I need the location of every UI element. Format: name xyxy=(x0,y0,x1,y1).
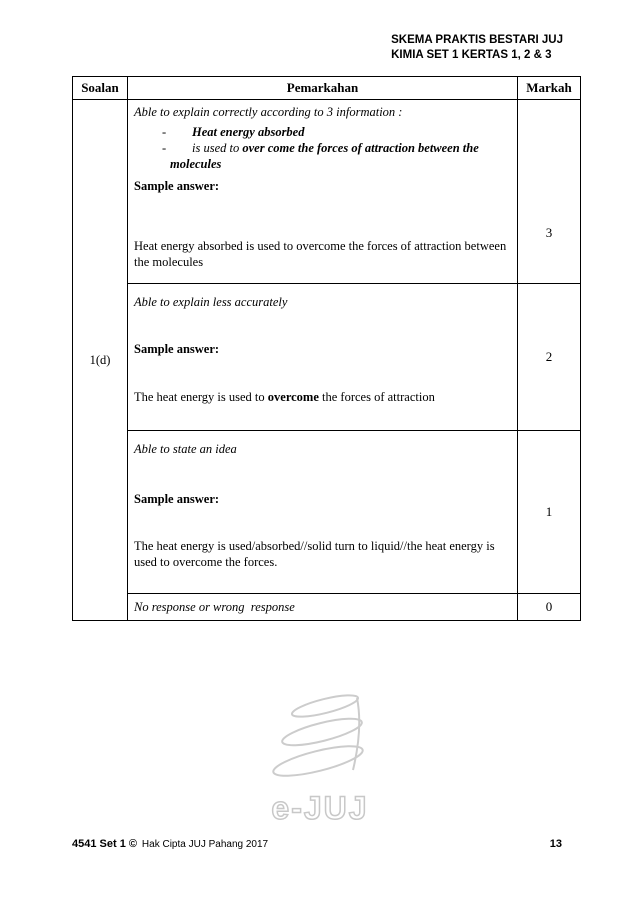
markah-value: 1 xyxy=(518,431,581,594)
footer-left xyxy=(72,838,268,850)
markah-value: 3 xyxy=(518,100,581,284)
criteria-cell xyxy=(128,100,518,284)
ejuj-watermark-text: e-JUJ xyxy=(271,790,369,826)
bullet-dash: - xyxy=(162,141,167,155)
criteria-text: Able to explain less accurately xyxy=(134,295,288,309)
bullet-text: Heat energy absorbed xyxy=(192,125,305,139)
page-number: 13 xyxy=(549,838,562,850)
sample-answer-label: Sample answer: xyxy=(134,342,220,356)
table-row xyxy=(73,284,581,431)
answer-segment-bold: overcome xyxy=(267,390,319,404)
sample-answer-label: Sample answer: xyxy=(134,179,220,193)
table-row xyxy=(73,431,581,594)
watermark xyxy=(245,686,395,836)
ejuj-logo-icon xyxy=(245,686,395,836)
marking-scheme-table xyxy=(72,76,581,621)
table-row xyxy=(73,100,581,284)
col-header-markah: Markah xyxy=(518,77,581,100)
col-header-soalan: Soalan xyxy=(73,77,128,100)
answer-text: The heat energy is used/absorbed//solid turn to liquid//the heat energy is used to overcome the forces. xyxy=(134,539,495,569)
bullet-item xyxy=(134,140,511,172)
bullet-dash: - xyxy=(162,125,167,139)
header-line-2: KIMIA SET 1 KERTAS 1, 2 & 3 xyxy=(391,49,552,61)
footer-doc-code: 4541 Set 1 © xyxy=(72,838,137,850)
criteria-cell xyxy=(128,431,518,594)
markah-value: 2 xyxy=(518,284,581,431)
table-header-row xyxy=(73,77,581,100)
doc-header xyxy=(391,33,563,63)
footer xyxy=(72,838,562,850)
criteria-text: No response or wrong response xyxy=(134,600,295,614)
answer-segment: the forces of attraction xyxy=(318,390,435,404)
table-row xyxy=(73,594,581,621)
col-header-pemarkahan: Pemarkahan xyxy=(128,77,518,100)
sample-answer-label: Sample answer: xyxy=(134,492,220,506)
answer-segment: The heat energy is used to xyxy=(134,390,268,404)
bullet-text-plain: is used to xyxy=(192,141,243,155)
answer-text xyxy=(134,389,511,405)
markah-value: 0 xyxy=(518,594,581,621)
criteria-text: Able to explain correctly according to 3 information : xyxy=(134,105,403,119)
bullet-list xyxy=(134,124,511,172)
criteria-cell xyxy=(128,284,518,431)
answer-text: Heat energy absorbed is used to overcome the forces of attraction between the molecules xyxy=(134,239,507,269)
header-line-1: SKEMA PRAKTIS BESTARI JUJ xyxy=(391,34,563,46)
criteria-text: Able to state an idea xyxy=(134,442,237,456)
question-number-cell: 1(d) xyxy=(73,100,128,621)
bullet-item xyxy=(134,124,511,140)
bullet-text-bold: over come the forces of attraction between the molecules xyxy=(170,141,479,171)
footer-copyright: Hak Cipta JUJ Pahang 2017 xyxy=(141,839,269,850)
criteria-cell xyxy=(128,594,518,621)
